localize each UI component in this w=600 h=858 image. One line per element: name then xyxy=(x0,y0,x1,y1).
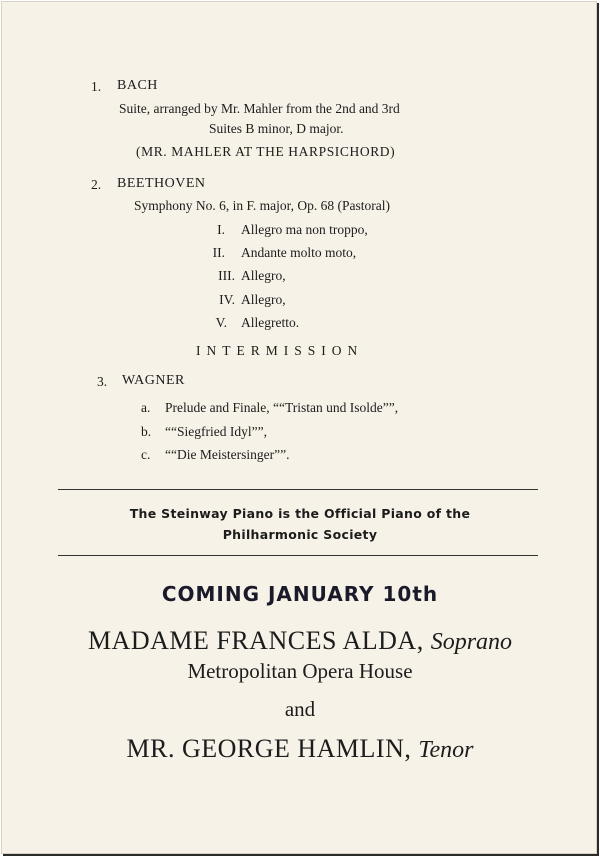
item-number-3: 3. xyxy=(97,374,108,389)
venue: Metropolitan Opera House xyxy=(187,659,413,683)
artist-1-role: Soprano xyxy=(430,629,513,655)
wagner-item-title: ““Siegfried Idyl””, xyxy=(165,424,267,439)
movement-title: Allegretto. xyxy=(241,315,300,330)
wagner-item-letter: a. xyxy=(141,400,151,415)
artist-1-name: MADAME FRANCES ALDA, xyxy=(87,626,424,655)
item-number-2: 2. xyxy=(91,177,102,192)
program-page xyxy=(1,1,597,854)
beethoven-work-title: Symphony No. 6, in F. major, Op. 68 (Pastoral) xyxy=(134,198,390,213)
movement-title: Allegro, xyxy=(241,268,286,283)
bach-description-line-1: Suite, arranged by Mr. Mahler from the 2nd and 3rd xyxy=(119,101,400,116)
item-number-1: 1. xyxy=(91,79,102,94)
wagner-item-letter: c. xyxy=(141,447,151,462)
divider-bottom xyxy=(58,555,538,556)
movement-number: V. xyxy=(215,315,227,330)
artist-2-role: Tenor xyxy=(418,737,474,763)
bach-description-line-2: Suites B minor, D major. xyxy=(209,121,344,136)
movement-number: II. xyxy=(212,245,225,260)
artist-2-line xyxy=(2,736,597,762)
movement-number: I. xyxy=(217,222,225,237)
divider-top xyxy=(58,489,538,490)
steinway-line-2: Philharmonic Society xyxy=(222,527,378,542)
movement-title: Allegro, xyxy=(241,292,286,307)
composer-bach: BACH xyxy=(117,78,158,93)
bach-harpsichord-note: (MR. MAHLER AT THE HARPSICHORD) xyxy=(136,144,396,159)
steinway-line-1: The Steinway Piano is the Official Piano of the xyxy=(129,506,471,521)
intermission-label: INTERMISSION xyxy=(196,343,364,358)
composer-wagner: WAGNER xyxy=(122,373,185,388)
wagner-item-letter: b. xyxy=(141,424,152,439)
movement-number: III. xyxy=(218,268,235,283)
coming-heading: COMING JANUARY 10th xyxy=(161,582,439,606)
composer-beethoven: BEETHOVEN xyxy=(117,176,206,191)
movement-title: Andante molto moto, xyxy=(241,245,357,260)
artist-2-name: MR. GEORGE HAMLIN, xyxy=(126,734,412,763)
movement-title: Allegro ma non troppo, xyxy=(241,222,368,237)
movement-number: IV. xyxy=(219,292,235,307)
conjunction: and xyxy=(284,697,316,721)
artist-1-line xyxy=(2,628,597,654)
wagner-item-title: ““Die Meistersinger””. xyxy=(165,447,290,462)
wagner-item-title: Prelude and Finale, ““Tristan und Isolde””, xyxy=(165,400,399,415)
